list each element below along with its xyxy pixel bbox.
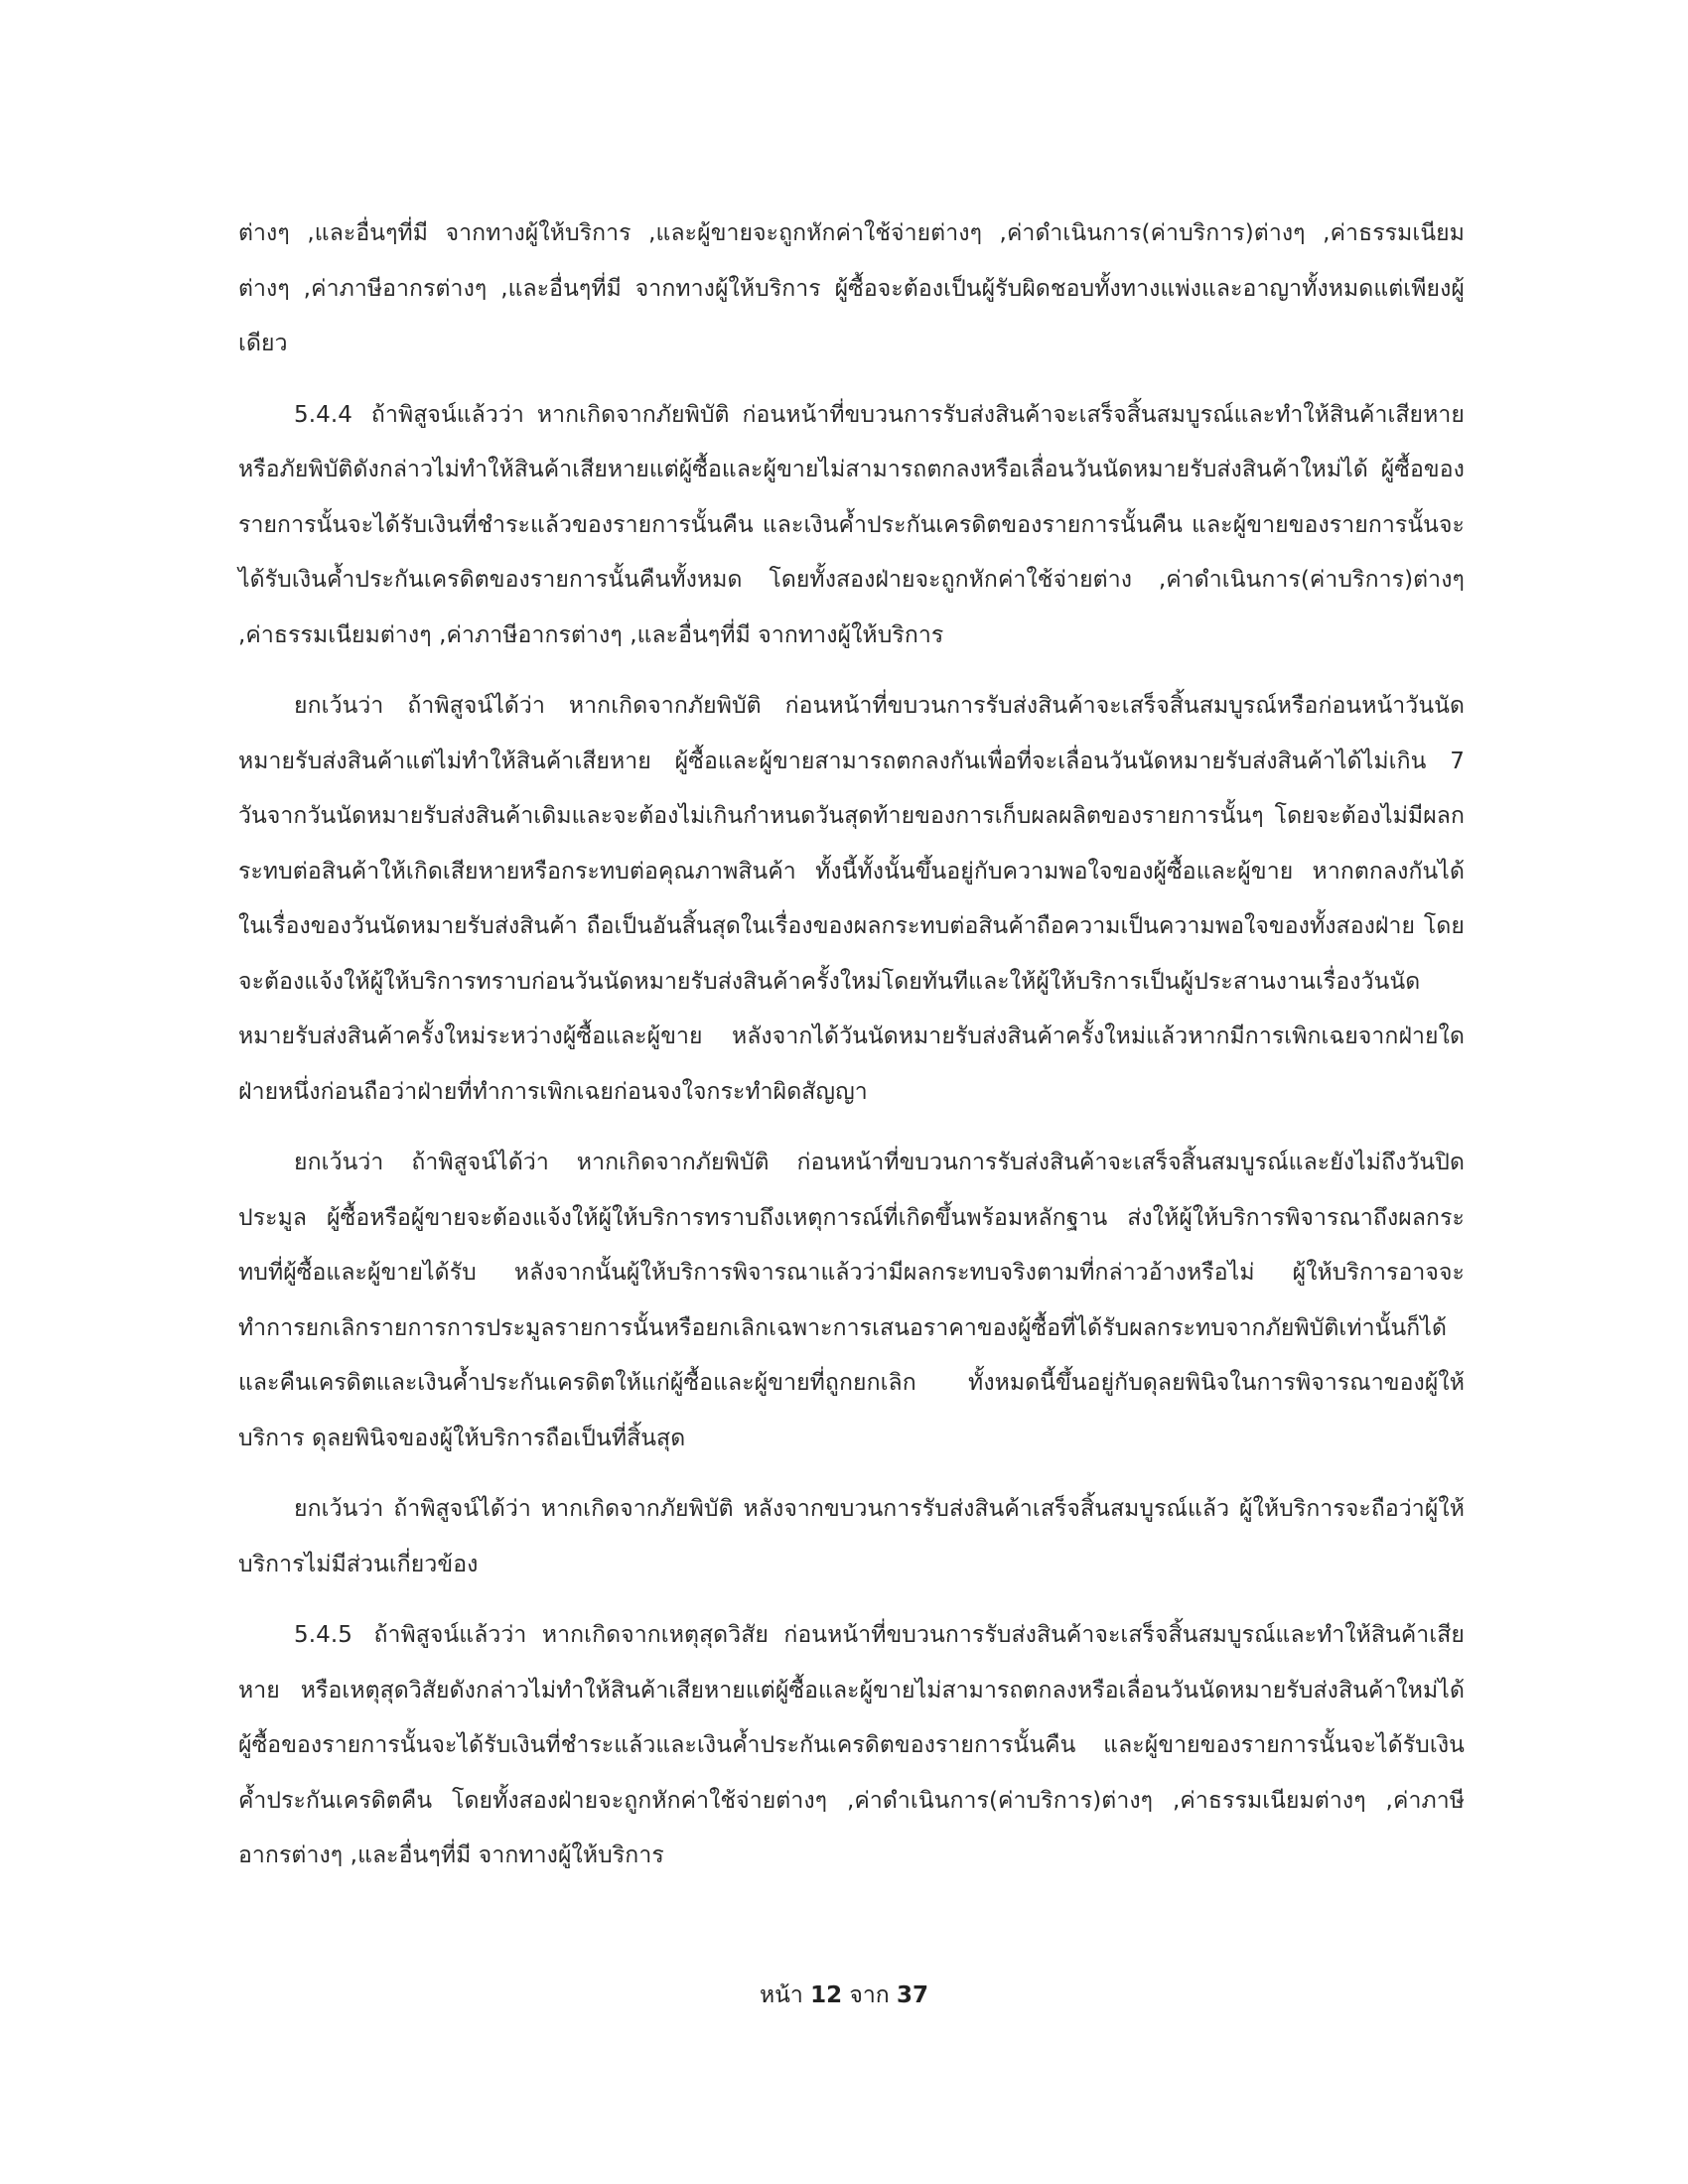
paragraph-text: ถ้าพิสูจน์แล้วว่า หากเกิดจากเหตุสุดวิสัย ก่อนหน้าที่ขบวนการรับส่งสินค้าจะเสร็จสิ้นสมบูรณ์และทำให้สินค้าเสียหาย หรือเหตุสุดวิสัยดังกล่าวไม่ทำให้สินค้าเสียหายแต่ผู้ซื้อและผู้ขายไม่สามารถตกลงหรือเลื่อนวันนัดหมายรับส่งสินค้าใหม่ได้ ผู้ซื้อของรายการนั้นจะได้รับเงินที่ชำระแล้วและเงินค้ำประกันเครดิตของรายการนั้นคืน และผู้ขายของรายการนั้นจะได้รับเงินค้ำประกันเครดิตคืน โดยทั้งสองฝ่ายจะถูกหักค่าใช้จ่ายต่างๆ ,ค่าดำเนินการ(ค่าบริการ)ต่างๆ ,ค่าธรรมเนียมต่างๆ ,ค่าภาษีอากรต่างๆ ,และอื่นๆที่มี จากทางผู้ให้บริการ bbox=[238, 1622, 1465, 1868]
total-page-count: 37 bbox=[897, 1982, 929, 2008]
page-footer bbox=[0, 1978, 1688, 2013]
section-number: 5.4.5 bbox=[294, 1622, 353, 1648]
footer-separator: จาก bbox=[849, 1982, 890, 2008]
paragraph-text: ถ้าพิสูจน์แล้วว่า หากเกิดจากภัยพิบัติ ก่อนหน้าที่ขบวนการรับส่งสินค้าจะเสร็จสิ้นสมบูรณ์และทำให้สินค้าเสียหาย หรือภัยพิบัติดังกล่าวไม่ทำให้สินค้าเสียหายแต่ผู้ซื้อและผู้ขายไม่สามารถตกลงหรือเลื่อนวันนัดหมายรับส่งสินค้าใหม่ได้ ผู้ซื้อของรายการนั้นจะได้รับเงินที่ชำระแล้วของรายการนั้นคืน และเงินค้ำประกันเครดิตของรายการนั้นคืน และผู้ขายของรายการนั้นจะได้รับเงินค้ำประกันเครดิตของรายการนั้นคืนทั้งหมด โดยทั้งสองฝ่ายจะถูกหักค่าใช้จ่ายต่าง ,ค่าดำเนินการ(ค่าบริการ)ต่างๆ ,ค่าธรรมเนียมต่างๆ ,ค่าภาษีอากรต่างๆ ,และอื่นๆที่มี จากทางผู้ให้บริการ bbox=[238, 401, 1465, 648]
paragraph-text: ยกเว้นว่า ถ้าพิสูจน์ได้ว่า หากเกิดจากภัยพิบัติ ก่อนหน้าที่ขบวนการรับส่งสินค้าจะเสร็จสิ้นสมบูรณ์และยังไม่ถึงวันปิดประมูล ผู้ซื้อหรือผู้ขายจะต้องแจ้งให้ผู้ให้บริการทราบถึงเหตุการณ์ที่เกิดขึ้นพร้อมหลักฐาน ส่งให้ผู้ให้บริการพิจารณาถึงผลกระทบที่ผู้ซื้อและผู้ขายได้รับ หลังจากนั้นผู้ให้บริการพิจารณาแล้วว่ามีผลกระทบจริงตามที่กล่าวอ้างหรือไม่ ผู้ให้บริการอาจจะทำการยกเลิกรายการการประมูลรายการนั้นหรือยกเลิกเฉพาะการเสนอราคาของผู้ซื้อที่ได้รับผลกระทบจากภัยพิบัติเท่านั้นก็ได้ และคืนเครดิตและเงินค้ำประกันเครดิตให้แก่ผู้ซื้อและผู้ขายที่ถูกยกเลิก ทั้งหมดนี้ขึ้นอยู่กับดุลยพินิจในการพิจารณาของผู้ให้บริการ ดุลยพินิจของผู้ให้บริการถือเป็นที่สิ้นสุด bbox=[238, 1150, 1465, 1451]
paragraph-continuation bbox=[238, 206, 1465, 372]
paragraph-exception-2 bbox=[238, 1136, 1465, 1466]
paragraph-exception-3 bbox=[238, 1482, 1465, 1592]
paragraph-text: ยกเว้นว่า ถ้าพิสูจน์ได้ว่า หากเกิดจากภัยพิบัติ หลังจากขบวนการรับส่งสินค้าเสร็จสิ้นสมบูรณ์แล้ว ผู้ให้บริการจะถือว่าผู้ให้บริการไม่มีส่วนเกี่ยวข้อง bbox=[238, 1496, 1465, 1577]
footer-prefix: หน้า bbox=[759, 1982, 803, 2008]
document-body bbox=[238, 206, 1465, 1900]
current-page-number: 12 bbox=[810, 1982, 843, 2008]
paragraph-text: ยกเว้นว่า ถ้าพิสูจน์ได้ว่า หากเกิดจากภัยพิบัติ ก่อนหน้าที่ขบวนการรับส่งสินค้าจะเสร็จสิ้นสมบูรณ์หรือก่อนหน้าวันนัดหมายรับส่งสินค้าแต่ไม่ทำให้สินค้าเสียหาย ผู้ซื้อและผู้ขายสามารถตกลงกันเพื่อที่จะเลื่อนวันนัดหมายรับส่งสินค้าได้ไม่เกิน 7 วันจากวันนัดหมายรับส่งสินค้าเดิมและจะต้องไม่เกินกำหนดวันสุดท้ายของการเก็บผลผลิตของรายการนั้นๆ โดยจะต้องไม่มีผลกระทบต่อสินค้าให้เกิดเสียหายหรือกระทบต่อคุณภาพสินค้า ทั้งนี้ทั้งนั้นขึ้นอยู่กับความพอใจของผู้ซื้อและผู้ขาย หากตกลงกันได้ในเรื่องของวันนัดหมายรับส่งสินค้า ถือเป็นอันสิ้นสุดในเรื่องของผลกระทบต่อสินค้าถือความเป็นความพอใจของทั้งสองฝ่าย โดยจะต้องแจ้งให้ผู้ให้บริการทราบก่อนวันนัดหมายรับส่งสินค้าครั้งใหม่โดยทันทีและให้ผู้ให้บริการเป็นผู้ประสานงานเรื่องวันนัดหมายรับส่งสินค้าครั้งใหม่ระหว่างผู้ซื้อและผู้ขาย หลังจากได้วันนัดหมายรับส่งสินค้าครั้งใหม่แล้วหากมีการเพิกเฉยจากฝ่ายใดฝ่ายหนึ่งก่อนถือว่าฝ่ายที่ทำการเพิกเฉยก่อนจงใจกระทำผิดสัญญา bbox=[238, 693, 1465, 1105]
paragraph-5-4-4 bbox=[238, 388, 1465, 664]
paragraph-exception-1 bbox=[238, 679, 1465, 1120]
paragraph-text: ต่างๆ ,และอื่นๆที่มี จากทางผู้ให้บริการ ,และผู้ขายจะถูกหักค่าใช้จ่ายต่างๆ ,ค่าดำเนินการ(ค่าบริการ)ต่างๆ ,ค่าธรรมเนียมต่างๆ ,ค่าภาษีอากรต่างๆ ,และอื่นๆที่มี จากทางผู้ให้บริการ ผู้ซื้อจะต้องเป็นผู้รับผิดชอบทั้งทางแพ่งและอาญาทั้งหมดแต่เพียงผู้เดียว bbox=[238, 220, 1465, 356]
section-number: 5.4.4 bbox=[294, 401, 353, 428]
paragraph-5-4-5 bbox=[238, 1608, 1465, 1884]
